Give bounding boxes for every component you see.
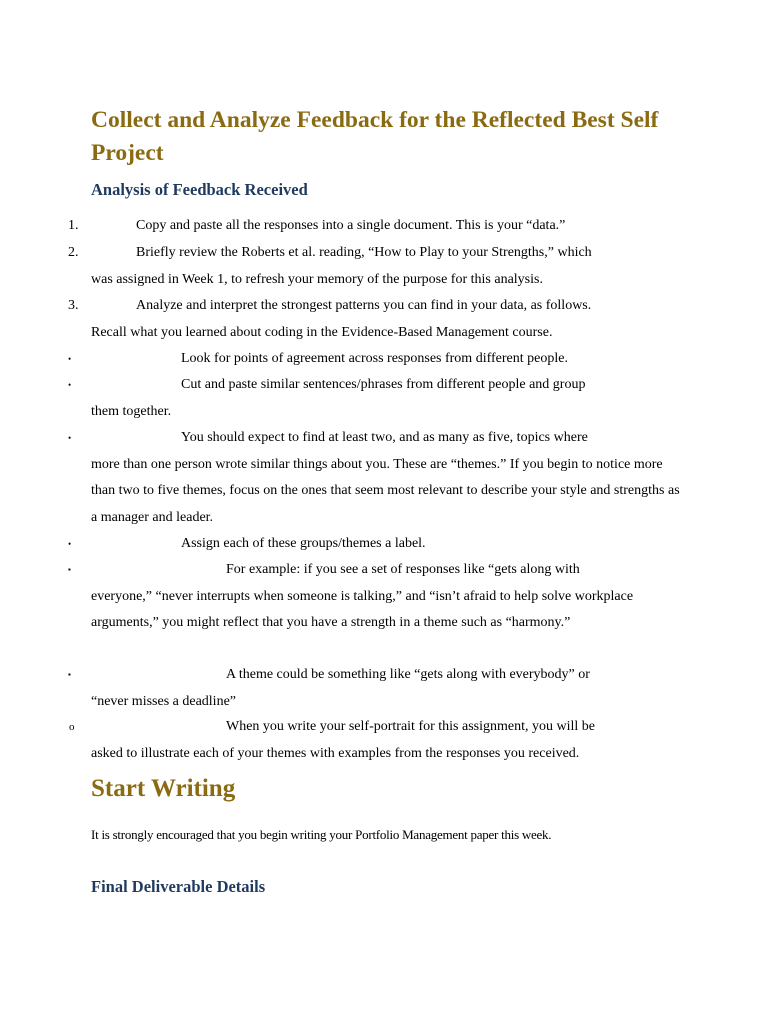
list-item-continuation: more than one person wrote similar things about you. These are “themes.” If you begin to notice more than two to five themes, focus on the ones that seem most relevant to describe your style and strengths as a manager and leader.	[91, 456, 680, 525]
list-item-text: Briefly review the Roberts et al. reading, “How to Play to your Strengths,” which	[136, 245, 592, 260]
list-item-text: Assign each of these groups/themes a label.	[181, 536, 426, 551]
list-item-continuation: them together.	[91, 403, 172, 419]
list-item-text: You should expect to find at least two, and as many as five, topics where	[181, 430, 588, 445]
start-writing-paragraph: It is strongly encouraged that you begin writing your Portfolio Management paper this week.	[91, 827, 552, 842]
list-marker: 2.	[68, 245, 79, 260]
list-marker: 1.	[68, 218, 79, 233]
list-item-continuation: asked to illustrate each of your themes with examples from the responses you received.	[91, 745, 580, 761]
bullet-marker: •	[68, 539, 72, 549]
square-bullet-marker: ▪	[68, 670, 71, 679]
list-item-text: Analyze and interpret the strongest patterns you can find in your data, as follows.	[136, 298, 592, 313]
section-heading-analysis: Analysis of Feedback Received	[91, 180, 308, 199]
section-heading-final-deliverable: Final Deliverable Details	[91, 877, 266, 896]
list-item-text: A theme could be something like “gets along with everybody” or	[226, 667, 590, 682]
list-item-continuation: “never misses a deadline”	[91, 693, 236, 709]
bullet-marker: •	[68, 380, 72, 390]
bullet-marker: •	[68, 354, 72, 364]
section-heading-start-writing: Start Writing	[91, 775, 236, 802]
list-item-text: For example: if you see a set of responses like “gets along with	[226, 562, 580, 577]
square-bullet-marker: ▪	[68, 565, 71, 574]
list-item-continuation: Recall what you learned about coding in the Evidence-Based Management course.	[91, 324, 553, 340]
list-item-continuation: everyone,” “never interrupts when someone is talking,” and “isn’t afraid to help solve workplace arguments,” you might reflect that you have a strength in a theme such as “harmony.”	[91, 588, 634, 630]
circle-bullet-marker: o	[69, 721, 75, 733]
list-item-text: Look for points of agreement across responses from different people.	[181, 351, 568, 366]
list-item-text: Cut and paste similar sentences/phrases from different people and group	[181, 377, 586, 392]
list-item-continuation: was assigned in Week 1, to refresh your memory of the purpose for this analysis.	[91, 271, 543, 287]
bullet-marker: •	[68, 433, 72, 443]
list-item-text: Copy and paste all the responses into a single document. This is your “data.”	[136, 218, 566, 233]
list-item-text: When you write your self-portrait for this assignment, you will be	[226, 719, 595, 734]
document-title: Collect and Analyze Feedback for the Reflected Best Self Project	[91, 107, 659, 166]
list-marker: 3.	[68, 298, 79, 313]
